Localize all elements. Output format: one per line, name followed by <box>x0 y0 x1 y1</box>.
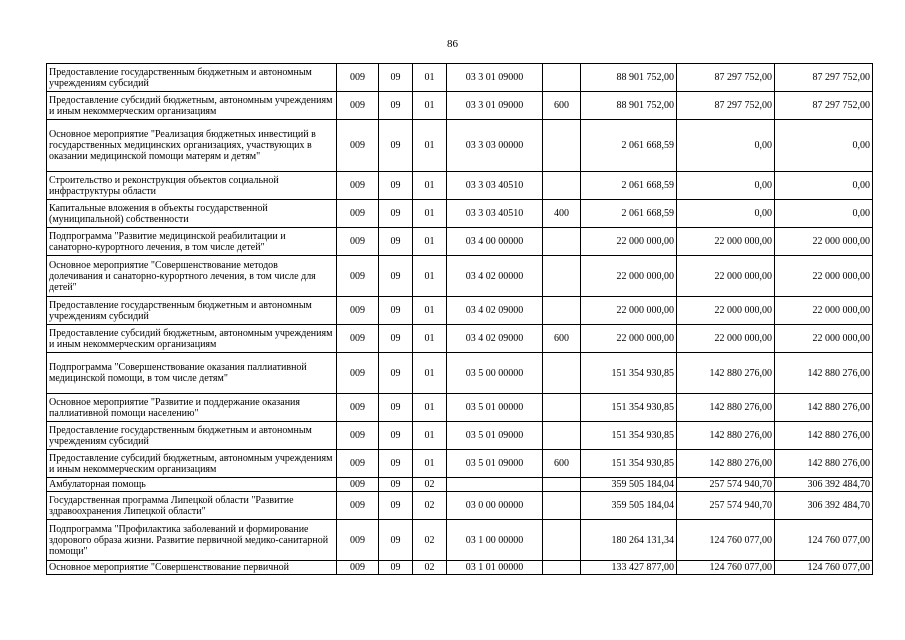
amount-year3-cell: 0,00 <box>775 172 873 200</box>
amount-year3-cell: 142 880 276,00 <box>775 450 873 478</box>
row-name-cell: Основное мероприятие "Реализация бюджетных инвестиций в государственных медицинских организациях, участвующих в оказании медицинской помощи матерям и детям" <box>47 120 337 172</box>
row-name-cell: Капитальные вложения в объекты государственной (муниципальной) собственности <box>47 200 337 228</box>
expense-type-cell: 600 <box>543 325 581 353</box>
amount-year3-cell: 142 880 276,00 <box>775 394 873 422</box>
amount-year2-cell: 142 880 276,00 <box>677 353 775 394</box>
section-code-cell: 09 <box>379 450 413 478</box>
target-article-cell: 03 4 00 00000 <box>447 228 543 256</box>
subsection-code-cell: 01 <box>413 353 447 394</box>
row-name-cell: Подпрограмма "Развитие медицинской реабилитации и санаторно-курортного лечения, в том числе детей" <box>47 228 337 256</box>
expense-type-cell <box>543 64 581 92</box>
target-article-cell: 03 1 00 00000 <box>447 520 543 561</box>
ministry-code-cell: 009 <box>337 478 379 492</box>
amount-year2-cell: 87 297 752,00 <box>677 92 775 120</box>
row-name-cell: Государственная программа Липецкой области "Развитие здравоохранения Липецкой области" <box>47 492 337 520</box>
section-code-cell: 09 <box>379 561 413 575</box>
amount-year2-cell: 124 760 077,00 <box>677 561 775 575</box>
subsection-code-cell: 01 <box>413 422 447 450</box>
expense-type-cell <box>543 561 581 575</box>
section-code-cell: 09 <box>379 520 413 561</box>
table-row <box>47 228 873 256</box>
amount-year2-cell: 257 574 940,70 <box>677 492 775 520</box>
row-name-cell: Предоставление государственным бюджетным и автономным учреждениям субсидий <box>47 297 337 325</box>
section-code-cell: 09 <box>379 478 413 492</box>
subsection-code-cell: 01 <box>413 92 447 120</box>
amount-year2-cell: 22 000 000,00 <box>677 256 775 297</box>
expense-type-cell <box>543 172 581 200</box>
expense-type-cell <box>543 492 581 520</box>
amount-year2-cell: 0,00 <box>677 172 775 200</box>
section-code-cell: 09 <box>379 120 413 172</box>
section-code-cell: 09 <box>379 297 413 325</box>
amount-year1-cell: 2 061 668,59 <box>581 172 677 200</box>
table-row <box>47 256 873 297</box>
amount-year2-cell: 142 880 276,00 <box>677 394 775 422</box>
expense-type-cell <box>543 478 581 492</box>
row-name-cell: Предоставление государственным бюджетным и автономным учреждениям субсидий <box>47 64 337 92</box>
ministry-code-cell: 009 <box>337 64 379 92</box>
amount-year3-cell: 0,00 <box>775 120 873 172</box>
target-article-cell: 03 3 03 40510 <box>447 200 543 228</box>
table-row <box>47 520 873 561</box>
target-article-cell: 03 1 01 00000 <box>447 561 543 575</box>
target-article-cell: 03 4 02 00000 <box>447 256 543 297</box>
ministry-code-cell: 009 <box>337 256 379 297</box>
subsection-code-cell: 01 <box>413 394 447 422</box>
amount-year3-cell: 87 297 752,00 <box>775 64 873 92</box>
amount-year1-cell: 359 505 184,04 <box>581 492 677 520</box>
amount-year3-cell: 124 760 077,00 <box>775 520 873 561</box>
row-name-cell: Предоставление субсидий бюджетным, автономным учреждениям и иным некоммерческим организациям <box>47 450 337 478</box>
row-name-cell: Предоставление субсидий бюджетным, автономным учреждениям и иным некоммерческим организациям <box>47 325 337 353</box>
section-code-cell: 09 <box>379 325 413 353</box>
ministry-code-cell: 009 <box>337 353 379 394</box>
amount-year1-cell: 22 000 000,00 <box>581 297 677 325</box>
target-article-cell: 03 5 00 00000 <box>447 353 543 394</box>
amount-year3-cell: 22 000 000,00 <box>775 256 873 297</box>
amount-year2-cell: 87 297 752,00 <box>677 64 775 92</box>
amount-year3-cell: 0,00 <box>775 200 873 228</box>
row-name-cell: Подпрограмма "Профилактика заболеваний и формирование здорового образа жизни. Развитие первичной медико-санитарной помощи" <box>47 520 337 561</box>
amount-year1-cell: 22 000 000,00 <box>581 256 677 297</box>
amount-year3-cell: 22 000 000,00 <box>775 325 873 353</box>
section-code-cell: 09 <box>379 394 413 422</box>
subsection-code-cell: 01 <box>413 450 447 478</box>
table-row <box>47 325 873 353</box>
amount-year3-cell: 142 880 276,00 <box>775 422 873 450</box>
ministry-code-cell: 009 <box>337 450 379 478</box>
page-number: 86 <box>447 38 458 50</box>
section-code-cell: 09 <box>379 64 413 92</box>
subsection-code-cell: 01 <box>413 297 447 325</box>
expense-type-cell <box>543 394 581 422</box>
section-code-cell: 09 <box>379 228 413 256</box>
section-code-cell: 09 <box>379 492 413 520</box>
amount-year3-cell: 142 880 276,00 <box>775 353 873 394</box>
row-name-cell: Основное мероприятие "Развитие и поддержание оказания паллиативной помощи населению" <box>47 394 337 422</box>
subsection-code-cell: 01 <box>413 228 447 256</box>
amount-year1-cell: 151 354 930,85 <box>581 450 677 478</box>
subsection-code-cell: 01 <box>413 200 447 228</box>
amount-year2-cell: 22 000 000,00 <box>677 228 775 256</box>
row-name-cell: Основное мероприятие "Совершенствование методов долечивания и санаторно-курортного лечения, в том числе для детей" <box>47 256 337 297</box>
target-article-cell: 03 5 01 09000 <box>447 422 543 450</box>
ministry-code-cell: 009 <box>337 228 379 256</box>
row-name-cell: Основное мероприятие "Совершенствование первичной <box>47 561 337 575</box>
ministry-code-cell: 009 <box>337 422 379 450</box>
table-row <box>47 200 873 228</box>
budget-table <box>46 63 873 575</box>
amount-year3-cell: 22 000 000,00 <box>775 228 873 256</box>
expense-type-cell <box>543 228 581 256</box>
amount-year1-cell: 88 901 752,00 <box>581 92 677 120</box>
section-code-cell: 09 <box>379 172 413 200</box>
amount-year1-cell: 2 061 668,59 <box>581 120 677 172</box>
target-article-cell: 03 3 01 09000 <box>447 92 543 120</box>
ministry-code-cell: 009 <box>337 120 379 172</box>
target-article-cell: 03 0 00 00000 <box>447 492 543 520</box>
expense-type-cell: 400 <box>543 200 581 228</box>
subsection-code-cell: 01 <box>413 172 447 200</box>
amount-year1-cell: 151 354 930,85 <box>581 353 677 394</box>
amount-year1-cell: 180 264 131,34 <box>581 520 677 561</box>
amount-year3-cell: 124 760 077,00 <box>775 561 873 575</box>
amount-year3-cell: 87 297 752,00 <box>775 92 873 120</box>
table-row <box>47 478 873 492</box>
amount-year2-cell: 22 000 000,00 <box>677 297 775 325</box>
amount-year2-cell: 124 760 077,00 <box>677 520 775 561</box>
amount-year1-cell: 22 000 000,00 <box>581 228 677 256</box>
ministry-code-cell: 009 <box>337 200 379 228</box>
ministry-code-cell: 009 <box>337 172 379 200</box>
table-row <box>47 353 873 394</box>
ministry-code-cell: 009 <box>337 561 379 575</box>
section-code-cell: 09 <box>379 92 413 120</box>
amount-year3-cell: 22 000 000,00 <box>775 297 873 325</box>
table-row <box>47 450 873 478</box>
expense-type-cell <box>543 520 581 561</box>
subsection-code-cell: 02 <box>413 492 447 520</box>
target-article-cell <box>447 478 543 492</box>
amount-year2-cell: 142 880 276,00 <box>677 450 775 478</box>
row-name-cell: Подпрограмма "Совершенствование оказания паллиативной медицинской помощи, в том числе детям" <box>47 353 337 394</box>
expense-type-cell <box>543 422 581 450</box>
amount-year2-cell: 0,00 <box>677 120 775 172</box>
row-name-cell: Амбулаторная помощь <box>47 478 337 492</box>
amount-year2-cell: 0,00 <box>677 200 775 228</box>
amount-year1-cell: 151 354 930,85 <box>581 422 677 450</box>
amount-year3-cell: 306 392 484,70 <box>775 492 873 520</box>
table-row <box>47 64 873 92</box>
subsection-code-cell: 02 <box>413 561 447 575</box>
table-row <box>47 120 873 172</box>
amount-year3-cell: 306 392 484,70 <box>775 478 873 492</box>
table-row <box>47 561 873 575</box>
target-article-cell: 03 4 02 09000 <box>447 297 543 325</box>
amount-year2-cell: 142 880 276,00 <box>677 422 775 450</box>
subsection-code-cell: 01 <box>413 256 447 297</box>
amount-year1-cell: 22 000 000,00 <box>581 325 677 353</box>
amount-year1-cell: 88 901 752,00 <box>581 64 677 92</box>
table-row <box>47 172 873 200</box>
ministry-code-cell: 009 <box>337 297 379 325</box>
subsection-code-cell: 02 <box>413 478 447 492</box>
section-code-cell: 09 <box>379 200 413 228</box>
expense-type-cell <box>543 256 581 297</box>
target-article-cell: 03 3 03 40510 <box>447 172 543 200</box>
expense-type-cell: 600 <box>543 450 581 478</box>
table-row <box>47 492 873 520</box>
subsection-code-cell: 01 <box>413 325 447 353</box>
amount-year1-cell: 133 427 877,00 <box>581 561 677 575</box>
row-name-cell: Строительство и реконструкция объектов социальной инфраструктуры области <box>47 172 337 200</box>
expense-type-cell <box>543 297 581 325</box>
ministry-code-cell: 009 <box>337 492 379 520</box>
section-code-cell: 09 <box>379 256 413 297</box>
expense-type-cell <box>543 353 581 394</box>
amount-year2-cell: 22 000 000,00 <box>677 325 775 353</box>
ministry-code-cell: 009 <box>337 325 379 353</box>
table-row <box>47 394 873 422</box>
amount-year2-cell: 257 574 940,70 <box>677 478 775 492</box>
section-code-cell: 09 <box>379 422 413 450</box>
row-name-cell: Предоставление субсидий бюджетным, автономным учреждениям и иным некоммерческим организациям <box>47 92 337 120</box>
section-code-cell: 09 <box>379 353 413 394</box>
target-article-cell: 03 5 01 00000 <box>447 394 543 422</box>
amount-year1-cell: 151 354 930,85 <box>581 394 677 422</box>
amount-year1-cell: 359 505 184,04 <box>581 478 677 492</box>
subsection-code-cell: 02 <box>413 520 447 561</box>
table-row <box>47 297 873 325</box>
table-row <box>47 92 873 120</box>
target-article-cell: 03 4 02 09000 <box>447 325 543 353</box>
ministry-code-cell: 009 <box>337 394 379 422</box>
subsection-code-cell: 01 <box>413 64 447 92</box>
expense-type-cell <box>543 120 581 172</box>
ministry-code-cell: 009 <box>337 520 379 561</box>
subsection-code-cell: 01 <box>413 120 447 172</box>
row-name-cell: Предоставление государственным бюджетным и автономным учреждениям субсидий <box>47 422 337 450</box>
expense-type-cell: 600 <box>543 92 581 120</box>
ministry-code-cell: 009 <box>337 92 379 120</box>
target-article-cell: 03 5 01 09000 <box>447 450 543 478</box>
target-article-cell: 03 3 01 09000 <box>447 64 543 92</box>
table-row <box>47 422 873 450</box>
target-article-cell: 03 3 03 00000 <box>447 120 543 172</box>
amount-year1-cell: 2 061 668,59 <box>581 200 677 228</box>
